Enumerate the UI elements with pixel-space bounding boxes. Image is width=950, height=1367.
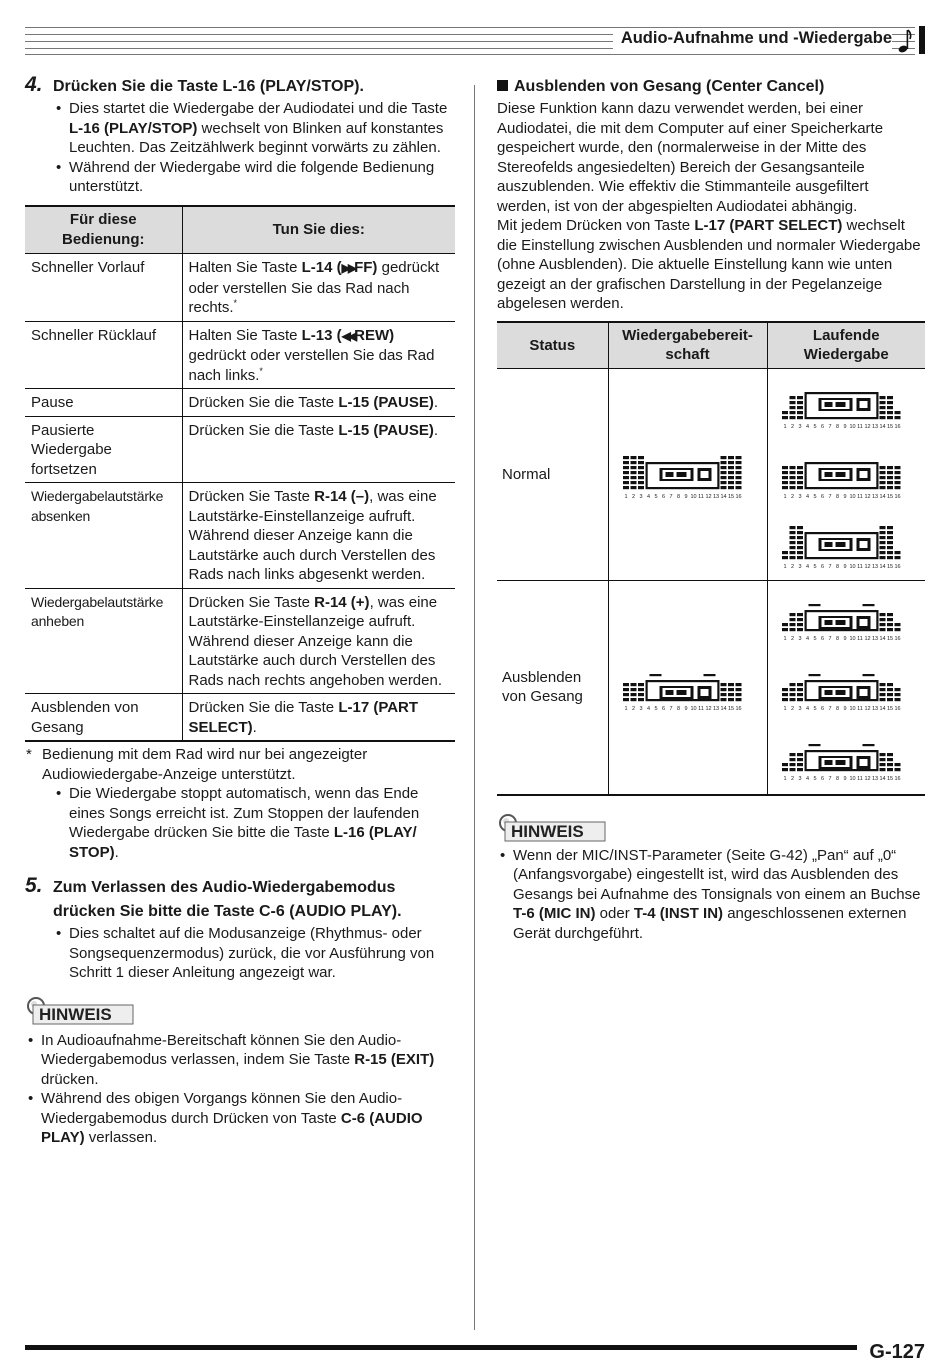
svg-text:2: 2 <box>790 776 794 783</box>
svg-text:12: 12 <box>705 493 712 500</box>
table-cell <box>767 581 925 795</box>
step-number: 5. <box>25 874 43 897</box>
step-title: Drücken Sie die Taste L-16 (PLAY/STOP). <box>53 78 364 95</box>
svg-text:10: 10 <box>849 706 856 713</box>
svg-text:10: 10 <box>849 563 856 570</box>
paragraph: Mit jedem Drücken von Taste L-17 (PART SELECT) wechselt die Einstellung zwischen Ausblenden und normaler Wiedergabe (ohne Ausblenden). Die aktuelle Einstellung kann wie unten gezeigt an der grafischen Darstellung in der Pegelanzeige abgelesen werden. <box>497 217 921 312</box>
table-cell <box>767 369 925 581</box>
auto-stop-bullet <box>53 784 455 862</box>
svg-text:14: 14 <box>720 493 727 500</box>
svg-text:7: 7 <box>828 636 832 643</box>
table-row <box>25 389 455 417</box>
list-item: • Dies startet die Wiedergabe der Audiodatei und die Taste L-16 (PLAY/STOP) wechselt von Blinken auf konstantes Leuchten. Das Zeitzählwerk beginnt vorwärts zu zählen. <box>53 99 455 158</box>
svg-text:16: 16 <box>735 706 742 713</box>
svg-text:16: 16 <box>735 493 742 500</box>
svg-text:13: 13 <box>871 636 878 643</box>
svg-text:10: 10 <box>849 493 856 500</box>
column-divider <box>474 85 475 1330</box>
svg-text:3: 3 <box>798 423 802 430</box>
svg-text:11: 11 <box>856 493 863 500</box>
svg-text:9: 9 <box>843 636 847 643</box>
table-cell: Drücken Sie Taste R-14 (–), was eine Lautstärke-Einstellanzeige aufruft. Während dieser Anzeige kann die Lautstärke auch durch Verstellen des Rads nach links abgesenkt werden. <box>182 483 455 589</box>
list-item: • Dies schaltet auf die Modusanzeige (Rhythmus- oder Songsequenzermodus) zurück, die vor Ausführung von Schritt 1 dieser Anleitung angezeigt war. <box>53 924 455 983</box>
svg-text:9: 9 <box>684 493 688 500</box>
svg-text:12: 12 <box>864 563 871 570</box>
svg-text:3: 3 <box>639 493 643 500</box>
level-meter-icon <box>779 520 914 570</box>
hinweis-right-list <box>497 846 925 944</box>
svg-text:12: 12 <box>864 636 871 643</box>
svg-text:11: 11 <box>856 563 863 570</box>
square-bullet-icon <box>497 80 508 91</box>
svg-text:13: 13 <box>871 423 878 430</box>
svg-text:15: 15 <box>727 493 735 500</box>
hinweis-icon <box>25 995 137 1027</box>
svg-text:7: 7 <box>669 706 673 713</box>
svg-text:10: 10 <box>849 423 856 430</box>
table-cell: Pausierte Wiedergabe fortsetzen <box>25 416 182 483</box>
svg-text:2: 2 <box>790 706 794 713</box>
svg-text:2: 2 <box>631 706 636 713</box>
svg-text:13: 13 <box>871 563 878 570</box>
svg-text:1: 1 <box>783 776 787 783</box>
table-cell: Schneller Rücklauf <box>25 321 182 389</box>
footnote: * Bedienung mit dem Rad wird nur bei angezeigter Audiowiedergabe-Anzeige unterstützt. <box>26 746 368 783</box>
table-cell: Ausblenden von Gesang <box>25 694 182 742</box>
table-cell: Halten Sie Taste L-14 (▶▶FF) gedrückt oder verstellen Sie das Rad nach rechts.* <box>182 254 455 322</box>
svg-text:4: 4 <box>805 706 809 713</box>
svg-text:5: 5 <box>654 706 658 713</box>
level-meter-icon <box>620 450 755 500</box>
table-cell: Halten Sie Taste L-13 (◀◀REW) gedrückt oder verstellen Sie das Rad nach links.* <box>182 321 455 389</box>
svg-text:10: 10 <box>690 706 697 713</box>
svg-text:2: 2 <box>631 493 636 500</box>
svg-text:5: 5 <box>813 706 817 713</box>
level-meter-icon <box>779 732 914 782</box>
svg-text:2: 2 <box>790 636 794 643</box>
svg-text:3: 3 <box>798 776 802 783</box>
step-number: 4. <box>25 73 43 96</box>
table-row <box>25 588 455 694</box>
svg-text:10: 10 <box>849 776 856 783</box>
fast-forward-icon: ▶▶ <box>341 261 355 275</box>
table-row <box>25 321 455 389</box>
svg-text:9: 9 <box>843 706 847 713</box>
svg-text:1: 1 <box>783 636 787 643</box>
list-item: • Während des obigen Vorgangs können Sie den Audio-Wiedergabemodus durch Drücken von Taste C-6 (AUDIO PLAY) verlassen. <box>25 1089 455 1148</box>
svg-text:12: 12 <box>864 493 871 500</box>
table-header: Für diese Bedienung: <box>25 206 182 254</box>
svg-text:14: 14 <box>879 706 886 713</box>
table-cell: Pause <box>25 389 182 417</box>
svg-text:1: 1 <box>783 423 787 430</box>
section-title: Ausblenden von Gesang (Center Cancel) <box>497 77 925 97</box>
table-header: Wiedergabebereit-schaft <box>608 322 767 369</box>
step-5-heading <box>25 876 455 924</box>
svg-text:4: 4 <box>805 423 809 430</box>
svg-text:1: 1 <box>783 706 787 713</box>
hinweis-label: HINWEIS <box>39 1004 112 1024</box>
level-meter-icon <box>620 662 755 712</box>
level-meter-icon <box>779 450 914 500</box>
table-cell: Wiedergabelautstärke absenken <box>25 483 182 589</box>
page-number: G-127 <box>869 1341 925 1363</box>
table-cell: Drücken Sie Taste R-14 (+), was eine Lautstärke-Einstellanzeige aufruft. Während dieser Anzeige kann die Lautstärke auch durch Verstellen des Rads nach rechts angehoben werden. <box>182 588 455 694</box>
svg-text:15: 15 <box>886 706 893 713</box>
svg-text:14: 14 <box>879 423 886 430</box>
svg-text:9: 9 <box>843 493 847 500</box>
svg-text:16: 16 <box>894 493 901 500</box>
hinweis-left-list <box>25 1031 455 1148</box>
svg-text:12: 12 <box>864 706 871 713</box>
svg-text:7: 7 <box>828 563 832 570</box>
svg-text:6: 6 <box>661 493 666 500</box>
svg-text:3: 3 <box>798 706 802 713</box>
svg-text:7: 7 <box>828 493 832 500</box>
svg-text:9: 9 <box>684 706 688 713</box>
svg-text:13: 13 <box>871 493 878 500</box>
svg-text:12: 12 <box>705 706 712 713</box>
step-title: Zum Verlassen des Audio-Wiedergabemodus drücken Sie bitte die Taste C-6 (AUDIO PLAY). <box>53 879 402 920</box>
svg-text:6: 6 <box>820 493 824 500</box>
svg-text:15: 15 <box>886 636 893 643</box>
svg-text:6: 6 <box>820 776 824 783</box>
svg-text:5: 5 <box>813 563 817 570</box>
table-cell: Wiedergabelautstärke anheben <box>25 588 182 694</box>
svg-text:16: 16 <box>894 423 901 430</box>
svg-text:2: 2 <box>790 493 794 500</box>
table-row <box>25 416 455 483</box>
svg-text:13: 13 <box>712 493 720 500</box>
svg-text:9: 9 <box>843 563 847 570</box>
svg-text:14: 14 <box>720 706 727 713</box>
svg-text:1: 1 <box>783 493 787 500</box>
svg-text:11: 11 <box>856 776 863 783</box>
svg-text:4: 4 <box>646 706 651 713</box>
svg-text:10: 10 <box>849 636 856 643</box>
status-table <box>497 321 925 796</box>
svg-text:8: 8 <box>835 636 839 643</box>
table-row <box>25 694 455 742</box>
svg-text:14: 14 <box>879 493 886 500</box>
svg-text:3: 3 <box>798 636 802 643</box>
svg-text:6: 6 <box>820 706 824 713</box>
header-bar <box>919 26 925 54</box>
svg-text:12: 12 <box>864 423 871 430</box>
svg-text:4: 4 <box>805 563 809 570</box>
svg-text:5: 5 <box>813 423 817 430</box>
left-column <box>25 75 455 1148</box>
svg-text:14: 14 <box>879 563 886 570</box>
svg-text:2: 2 <box>790 423 794 430</box>
svg-text:1: 1 <box>624 706 628 713</box>
table-row <box>497 369 925 581</box>
list-item: • Während der Wiedergabe wird die folgende Bedienung unterstützt. <box>53 158 455 197</box>
svg-text:13: 13 <box>712 706 720 713</box>
svg-text:8: 8 <box>676 706 681 713</box>
svg-text:4: 4 <box>805 636 809 643</box>
svg-text:8: 8 <box>835 423 839 430</box>
level-meter-icon <box>779 592 914 642</box>
svg-text:8: 8 <box>835 493 839 500</box>
table-row <box>497 581 925 795</box>
table-row <box>25 483 455 589</box>
table-cell <box>608 581 767 795</box>
step-4-heading <box>25 75 455 99</box>
svg-text:5: 5 <box>813 776 817 783</box>
svg-text:8: 8 <box>835 706 839 713</box>
svg-text:14: 14 <box>879 776 886 783</box>
svg-text:7: 7 <box>828 706 832 713</box>
hinweis-icon <box>497 812 609 844</box>
svg-text:15: 15 <box>886 563 893 570</box>
svg-text:13: 13 <box>871 776 878 783</box>
level-meter-icon <box>779 380 914 430</box>
table-row <box>25 254 455 322</box>
footer-bar <box>25 1345 857 1350</box>
svg-text:8: 8 <box>676 493 681 500</box>
svg-text:16: 16 <box>894 636 901 643</box>
svg-text:8: 8 <box>835 776 839 783</box>
table-header: Status <box>497 322 608 369</box>
svg-text:8: 8 <box>835 563 839 570</box>
step-5-bullets <box>53 924 455 983</box>
svg-text:14: 14 <box>879 636 886 643</box>
svg-text:6: 6 <box>661 706 666 713</box>
list-item: • Die Wiedergabe stoppt automatisch, wenn das Ende eines Songs erreicht ist. Zum Stoppen der laufenden Wiedergabe drücken Sie bitte die Taste L-16 (PLAY/ STOP). <box>53 784 455 862</box>
svg-text:7: 7 <box>669 493 673 500</box>
svg-text:3: 3 <box>798 493 802 500</box>
svg-text:1: 1 <box>783 563 787 570</box>
svg-text:4: 4 <box>646 493 651 500</box>
list-item: • In Audioaufnahme-Bereitschaft können Sie den Audio-Wiedergabemodus verlassen, indem Sie Taste R-15 (EXIT) drücken. <box>25 1031 455 1090</box>
svg-text:11: 11 <box>856 706 863 713</box>
svg-text:1: 1 <box>624 493 628 500</box>
svg-text:2: 2 <box>790 563 794 570</box>
svg-text:12: 12 <box>864 776 871 783</box>
svg-text:16: 16 <box>894 776 901 783</box>
svg-text:11: 11 <box>856 423 863 430</box>
svg-text:4: 4 <box>805 776 809 783</box>
svg-text:15: 15 <box>727 706 735 713</box>
table-header: Laufende Wiedergabe <box>767 322 925 369</box>
svg-text:7: 7 <box>828 776 832 783</box>
svg-text:3: 3 <box>639 706 643 713</box>
table-cell <box>608 369 767 581</box>
svg-text:5: 5 <box>813 636 817 643</box>
svg-text:5: 5 <box>813 493 817 500</box>
svg-text:10: 10 <box>690 493 697 500</box>
svg-text:15: 15 <box>886 423 893 430</box>
svg-text:9: 9 <box>843 776 847 783</box>
step-4-bullets <box>53 99 455 197</box>
svg-text:5: 5 <box>654 493 658 500</box>
svg-text:3: 3 <box>798 563 802 570</box>
paragraph: Diese Funktion kann dazu verwendet werden, bei einer Audiodatei, die mit dem Computer auf einer Speicherkarte gespeichert wurde, den (normalerweise in der Mitte des Stereofelds angesiedelten) Bereich der Gesangsanteile auszublenden. Wie effektiv die Stimmanteile ausgefiltert werden, ist von der abgespielten Audiodatei abhängig. <box>497 100 884 215</box>
table-cell: Schneller Vorlauf <box>25 254 182 322</box>
svg-text:7: 7 <box>828 423 832 430</box>
svg-text:9: 9 <box>843 423 847 430</box>
svg-text:6: 6 <box>820 563 824 570</box>
table-cell: Drücken Sie die Taste L-15 (PAUSE). <box>182 416 455 483</box>
table-header: Tun Sie dies: <box>182 206 455 254</box>
rewind-icon: ◀◀ <box>341 328 355 343</box>
header-title: Audio-Aufnahme und -Wiedergabe <box>613 29 892 49</box>
status-label: Normal <box>497 369 608 581</box>
svg-text:11: 11 <box>698 706 704 713</box>
svg-text:13: 13 <box>871 706 878 713</box>
svg-text:16: 16 <box>894 563 901 570</box>
status-label: Ausblenden von Gesang <box>497 581 608 795</box>
list-item: • Wenn der MIC/INST-Parameter (Seite G-42) „Pan“ auf „0“ (Anfangsvorgabe) eingestellt ist, wird das Ausblenden des Gesangs bei Aufnahme des Tonsignals von einem an Buchse T-6 (MIC IN) oder T-4 (INST IN) angeschlossenen externen Gerät durchgeführt. <box>497 846 925 944</box>
hinweis-label: HINWEIS <box>511 821 584 841</box>
svg-text:6: 6 <box>820 636 824 643</box>
svg-text:4: 4 <box>805 493 809 500</box>
svg-text:16: 16 <box>894 706 901 713</box>
music-note-icon <box>898 28 912 54</box>
level-meter-icon <box>779 662 914 712</box>
operation-table <box>25 205 455 743</box>
svg-text:6: 6 <box>820 423 824 430</box>
svg-text:11: 11 <box>698 493 704 500</box>
table-cell: Drücken Sie die Taste L-15 (PAUSE). <box>182 389 455 417</box>
svg-text:11: 11 <box>856 636 863 643</box>
table-cell: Drücken Sie die Taste L-17 (PART SELECT). <box>182 694 455 742</box>
right-column <box>497 77 925 943</box>
svg-text:15: 15 <box>886 776 893 783</box>
svg-text:15: 15 <box>886 493 893 500</box>
